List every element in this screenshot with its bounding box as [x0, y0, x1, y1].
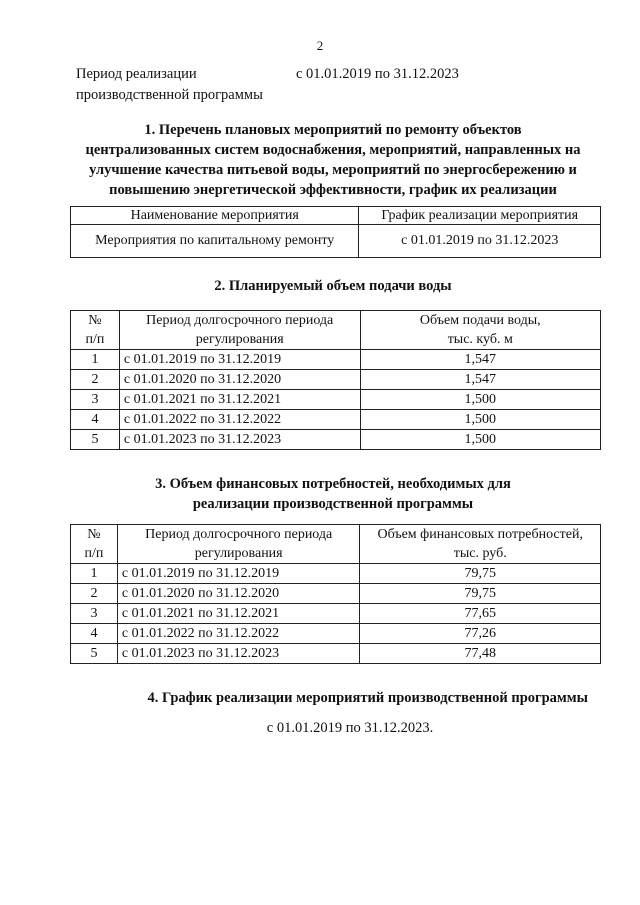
section2-title: 2. Планируемый объем подачи воды — [214, 278, 452, 294]
section4-schedule: с 01.01.2019 по 31.12.2023. — [266, 720, 434, 736]
table-row — [71, 624, 601, 644]
water-volume-table — [70, 310, 601, 450]
table-row — [71, 350, 601, 370]
row-num-cell: 2 — [71, 370, 120, 390]
row-value-cell: 77,65 — [360, 604, 601, 624]
financial-needs-table — [70, 524, 601, 664]
section1-title-line1: 1. Перечень плановых мероприятий по ремонту объектов — [144, 122, 522, 138]
row-value-cell: 1,547 — [360, 350, 600, 370]
table-row — [71, 225, 601, 258]
row-num-cell: 3 — [71, 604, 118, 624]
row-num-cell: 4 — [71, 624, 118, 644]
header-num-line2: п/п — [84, 546, 104, 561]
header-value-line1: Объем подачи воды, — [419, 313, 541, 328]
row-num-cell: 4 — [71, 410, 120, 430]
header-period-line2: регулирования — [194, 546, 283, 561]
header-num-cell — [71, 311, 120, 350]
row-period-cell: с 01.01.2022 по 31.12.2022 — [119, 410, 360, 430]
row-period-cell: с 01.01.2019 по 31.12.2019 — [117, 564, 360, 584]
row-num-cell: 5 — [71, 644, 118, 664]
row-period-cell: с 01.01.2020 по 31.12.2020 — [119, 370, 360, 390]
table-row — [71, 390, 601, 410]
row-period-cell: с 01.01.2021 по 31.12.2021 — [119, 390, 360, 410]
period-value: с 01.01.2019 по 31.12.2023 — [296, 66, 459, 82]
row-period-cell: с 01.01.2020 по 31.12.2020 — [117, 584, 360, 604]
header-num-line1: № — [87, 527, 101, 542]
header-value-cell — [360, 525, 601, 564]
section4-title: 4. График реализации мероприятий производственной программы — [147, 690, 588, 706]
header-value-line2: тыс. руб. — [453, 546, 507, 561]
header-num-cell — [71, 525, 118, 564]
water-volume-header-row — [71, 311, 601, 350]
row-period-cell: с 01.01.2023 по 31.12.2023 — [117, 644, 360, 664]
page-number: 2 — [316, 38, 324, 53]
measures-header-schedule: График реализации мероприятия — [359, 207, 601, 225]
table-row — [71, 604, 601, 624]
row-num-cell: 2 — [71, 584, 118, 604]
row-num-cell: 5 — [71, 430, 120, 450]
table-row — [71, 644, 601, 664]
period-label-line2: производственной программы — [76, 87, 263, 103]
financial-needs-header-row — [71, 525, 601, 564]
header-period-cell — [117, 525, 360, 564]
section1-title — [68, 120, 598, 200]
row-value-cell: 79,75 — [360, 564, 601, 584]
table-row — [71, 370, 601, 390]
section1-title-line3: улучшение качества питьевой воды, мероприятий по энергосбережению и — [89, 162, 577, 178]
measures-table-header-row — [71, 207, 601, 225]
header-num-line1: № — [88, 313, 102, 328]
header-value-line1: Объем финансовых потребностей, — [377, 527, 583, 542]
table-row — [71, 430, 601, 450]
table-row — [71, 564, 601, 584]
header-value-line2: тыс. куб. м — [447, 332, 513, 347]
row-value-cell: 1,547 — [360, 370, 600, 390]
row-period-cell: с 01.01.2019 по 31.12.2019 — [119, 350, 360, 370]
section3-title-line1: 3. Объем финансовых потребностей, необходимых для — [155, 476, 511, 492]
section3-title — [68, 474, 598, 514]
row-value-cell: 77,26 — [360, 624, 601, 644]
row-num-cell: 3 — [71, 390, 120, 410]
section1-title-line2: централизованных систем водоснабжения, мероприятий, направленных на — [85, 142, 581, 158]
table-row — [71, 410, 601, 430]
period-label — [76, 64, 263, 106]
measure-name-cell: Мероприятия по капитальному ремонту — [71, 225, 359, 258]
header-value-cell — [360, 311, 600, 350]
row-num-cell: 1 — [71, 564, 118, 584]
row-value-cell: 1,500 — [360, 390, 600, 410]
section3-title-line2: реализации производственной программы — [192, 496, 474, 512]
header-period-line1: Период долгосрочного периода — [145, 527, 333, 542]
measures-header-name: Наименование мероприятия — [71, 207, 359, 225]
table-row — [71, 584, 601, 604]
header-period-line1: Период долгосрочного периода — [146, 313, 334, 328]
section1-title-line4: повышению энергетической эффективности, график их реализации — [109, 182, 557, 198]
row-value-cell: 77,48 — [360, 644, 601, 664]
row-period-cell: с 01.01.2022 по 31.12.2022 — [117, 624, 360, 644]
row-value-cell: 79,75 — [360, 584, 601, 604]
row-num-cell: 1 — [71, 350, 120, 370]
header-num-line2: п/п — [85, 332, 105, 347]
row-period-cell: с 01.01.2021 по 31.12.2021 — [117, 604, 360, 624]
row-value-cell: 1,500 — [360, 430, 600, 450]
measures-table — [70, 206, 601, 258]
row-value-cell: 1,500 — [360, 410, 600, 430]
period-label-line1: Период реализации — [76, 66, 197, 82]
measure-schedule-cell: с 01.01.2019 по 31.12.2023 — [359, 225, 601, 258]
header-period-line2: регулирования — [195, 332, 284, 347]
header-period-cell — [119, 311, 360, 350]
row-period-cell: с 01.01.2023 по 31.12.2023 — [119, 430, 360, 450]
